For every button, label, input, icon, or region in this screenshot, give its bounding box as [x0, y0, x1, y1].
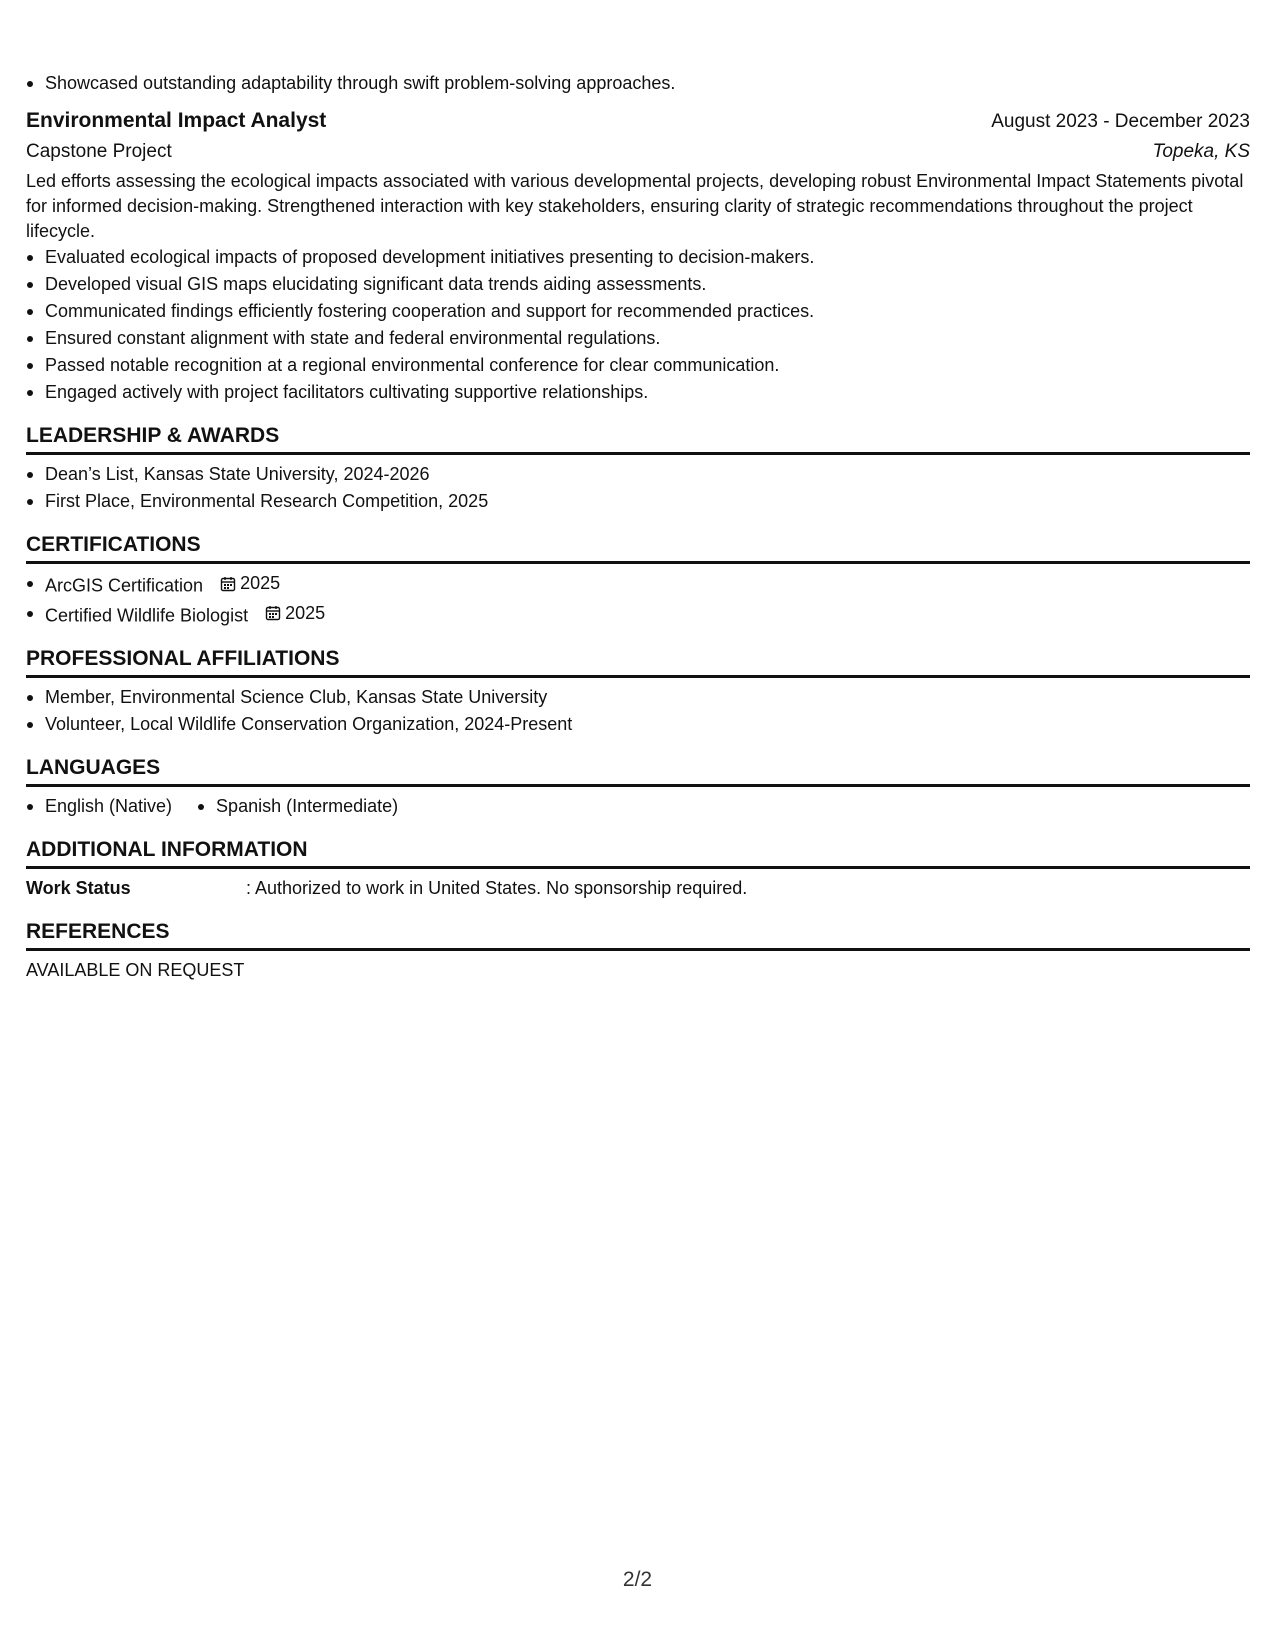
- job-bullet-list: [26, 244, 1250, 406]
- section-heading: LANGUAGES: [26, 754, 1250, 787]
- certifications-section: [26, 531, 1250, 629]
- page-number: 2/2: [622, 1568, 653, 1591]
- list-item: Member, Environmental Science Club, Kansas State University: [26, 684, 1250, 711]
- work-status-row: [26, 875, 1250, 902]
- list-item: Passed notable recognition at a regional environmental conference for clear communication.: [26, 352, 1250, 379]
- carryover-bullet-list: [26, 70, 1250, 97]
- certifications-list: [26, 570, 1250, 629]
- list-item: Engaged actively with project facilitators cultivating supportive relationships.: [26, 379, 1250, 406]
- languages-section: [26, 754, 1250, 820]
- work-status-label: Work Status: [26, 878, 131, 898]
- affiliations-list: [26, 684, 1250, 738]
- list-item: Spanish (Intermediate): [197, 793, 398, 820]
- section-heading: ADDITIONAL INFORMATION: [26, 836, 1250, 869]
- leadership-list: [26, 461, 1250, 515]
- job-location: Topeka, KS: [1152, 141, 1250, 162]
- list-item: Communicated findings efficiently fostering cooperation and support for recommended practices.: [26, 298, 1250, 325]
- list-item: English (Native): [26, 793, 172, 820]
- list-item: Showcased outstanding adaptability through swift problem-solving approaches.: [26, 70, 1250, 97]
- job-header: [26, 106, 1250, 137]
- references-section: [26, 918, 1250, 984]
- job-organization: Capstone Project: [26, 141, 172, 162]
- list-item: [26, 570, 1250, 600]
- certification-name: Certified Wildlife Biologist: [45, 605, 249, 625]
- list-item: Ensured constant alignment with state and federal environmental regulations.: [26, 325, 1250, 352]
- resume-page: [26, 70, 1250, 984]
- work-status-value: : Authorized to work in United States. No sponsorship required.: [246, 878, 748, 898]
- calendar-icon: [265, 605, 281, 621]
- job-subheader: [26, 137, 1250, 167]
- section-heading: CERTIFICATIONS: [26, 531, 1250, 564]
- languages-list: [26, 793, 1250, 820]
- list-item: Volunteer, Local Wildlife Conservation Organization, 2024-Present: [26, 711, 1250, 738]
- certification-year: 2025: [240, 573, 281, 593]
- additional-info-section: [26, 836, 1250, 902]
- list-item: Developed visual GIS maps elucidating significant data trends aiding assessments.: [26, 271, 1250, 298]
- leadership-section: [26, 422, 1250, 515]
- job-dates: August 2023 - December 2023: [991, 111, 1250, 132]
- job-entry: [26, 106, 1250, 406]
- calendar-icon: [220, 576, 236, 592]
- certification-date: [265, 600, 325, 627]
- certification-year: 2025: [285, 602, 326, 623]
- job-title: Environmental Impact Analyst: [26, 109, 327, 132]
- affiliations-section: [26, 645, 1250, 738]
- job-description: Led efforts assessing the ecological impacts associated with various developmental projects, developing robust Environmental Impact Statements pivotal for informed decision-making. Strengthened interaction with key stakeholders, ensuring clarity of strategic recommendations throughout the project lifecycle.: [26, 171, 1244, 241]
- references-text: AVAILABLE ON REQUEST: [26, 960, 245, 980]
- certification-date: [220, 570, 280, 597]
- list-item: First Place, Environmental Research Competition, 2025: [26, 488, 1250, 515]
- list-item: Dean’s List, Kansas State University, 2024-2026: [26, 461, 1250, 488]
- section-heading: REFERENCES: [26, 918, 1250, 951]
- certification-name: ArcGIS Certification: [45, 575, 204, 596]
- list-item: [26, 600, 1250, 630]
- list-item: Evaluated ecological impacts of proposed development initiatives presenting to decision-makers.: [26, 244, 1250, 271]
- section-heading: PROFESSIONAL AFFILIATIONS: [26, 645, 1250, 678]
- section-heading: LEADERSHIP & AWARDS: [26, 422, 1250, 455]
